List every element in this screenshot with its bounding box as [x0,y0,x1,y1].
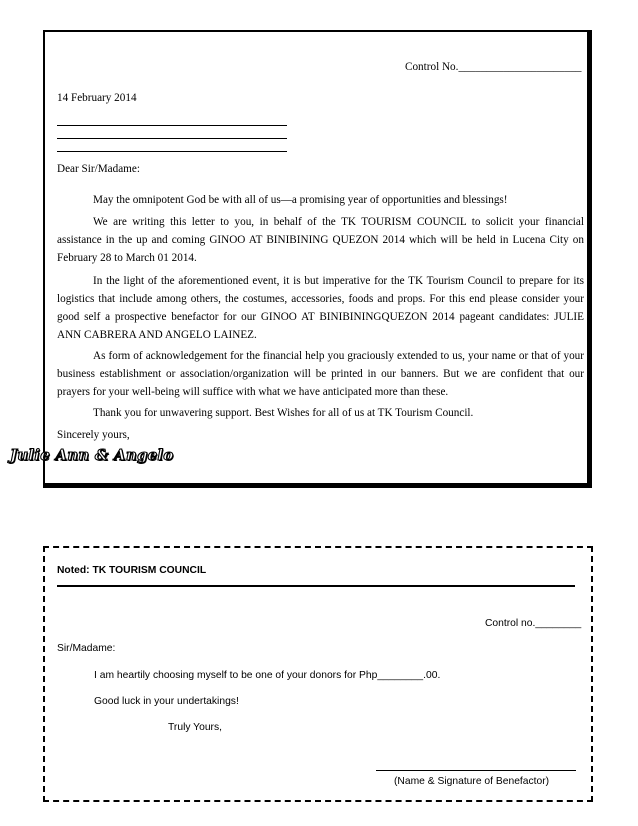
letter-paragraph: May the omnipotent God be with all of us—a promising year of opportunities and blessings! [93,194,508,206]
letter-paragraph: Thank you for unwavering support. Best Wishes for all of us at TK Tourism Council. [93,407,474,419]
benefactor-reply-slip [43,546,593,802]
signature: Julie Ann & Angelo [10,446,174,464]
slip-control-number: Control no.________ [485,618,582,629]
signature-caption: (Name & Signature of Benefactor) [394,776,550,787]
address-line-3 [57,151,287,152]
letter-salutation: Dear Sir/Madame: [57,163,140,175]
control-number-field: Control No.______________________ [405,61,582,73]
noted-heading: Noted: TK TOURISM COUNCIL [57,565,207,576]
solicitation-letter [43,30,592,488]
slip-closing: Truly Yours, [168,722,222,733]
address-line-2 [57,138,287,139]
letter-paragraph: As form of acknowledgement for the financial help you graciously extended to us, your name or that of your business establishment or association/organization will be printed in our banners. But we are confident that our prayers for your well-being will suffice with what we have anticipated more than these. [57,350,584,398]
heading-rule [57,585,575,587]
good-luck-line: Good luck in your undertakings! [94,696,239,707]
letter-paragraph: We are writing this letter to you, in behalf of the TK TOURISM COUNCIL to solicit your financial assistance in the up and coming GINOO AT BINIBINING QUEZON 2014 which will be held in Lucena City on February 28 to March 01 2014. [57,216,584,264]
signature-line [376,770,576,771]
slip-salutation: Sir/Madame: [57,643,116,654]
pledge-statement: I am heartily choosing myself to be one of your donors for Php________.00. [94,670,441,681]
letter-date: 14 February 2014 [57,92,137,104]
letter-closing: Sincerely yours, [57,429,130,441]
letter-paragraph: In the light of the aforementioned event, it is but imperative for the TK Tourism Council to prepare for its logistics that include among others, the costumes, accessories, foods and props. For this end please consider your good self a prospective benefactor for our GINOO AT BINIBININGQUEZON 2014 pageant candidates: JULIE ANN CABRERA AND ANGELO LAINEZ. [57,275,584,341]
address-line-1 [57,125,287,126]
